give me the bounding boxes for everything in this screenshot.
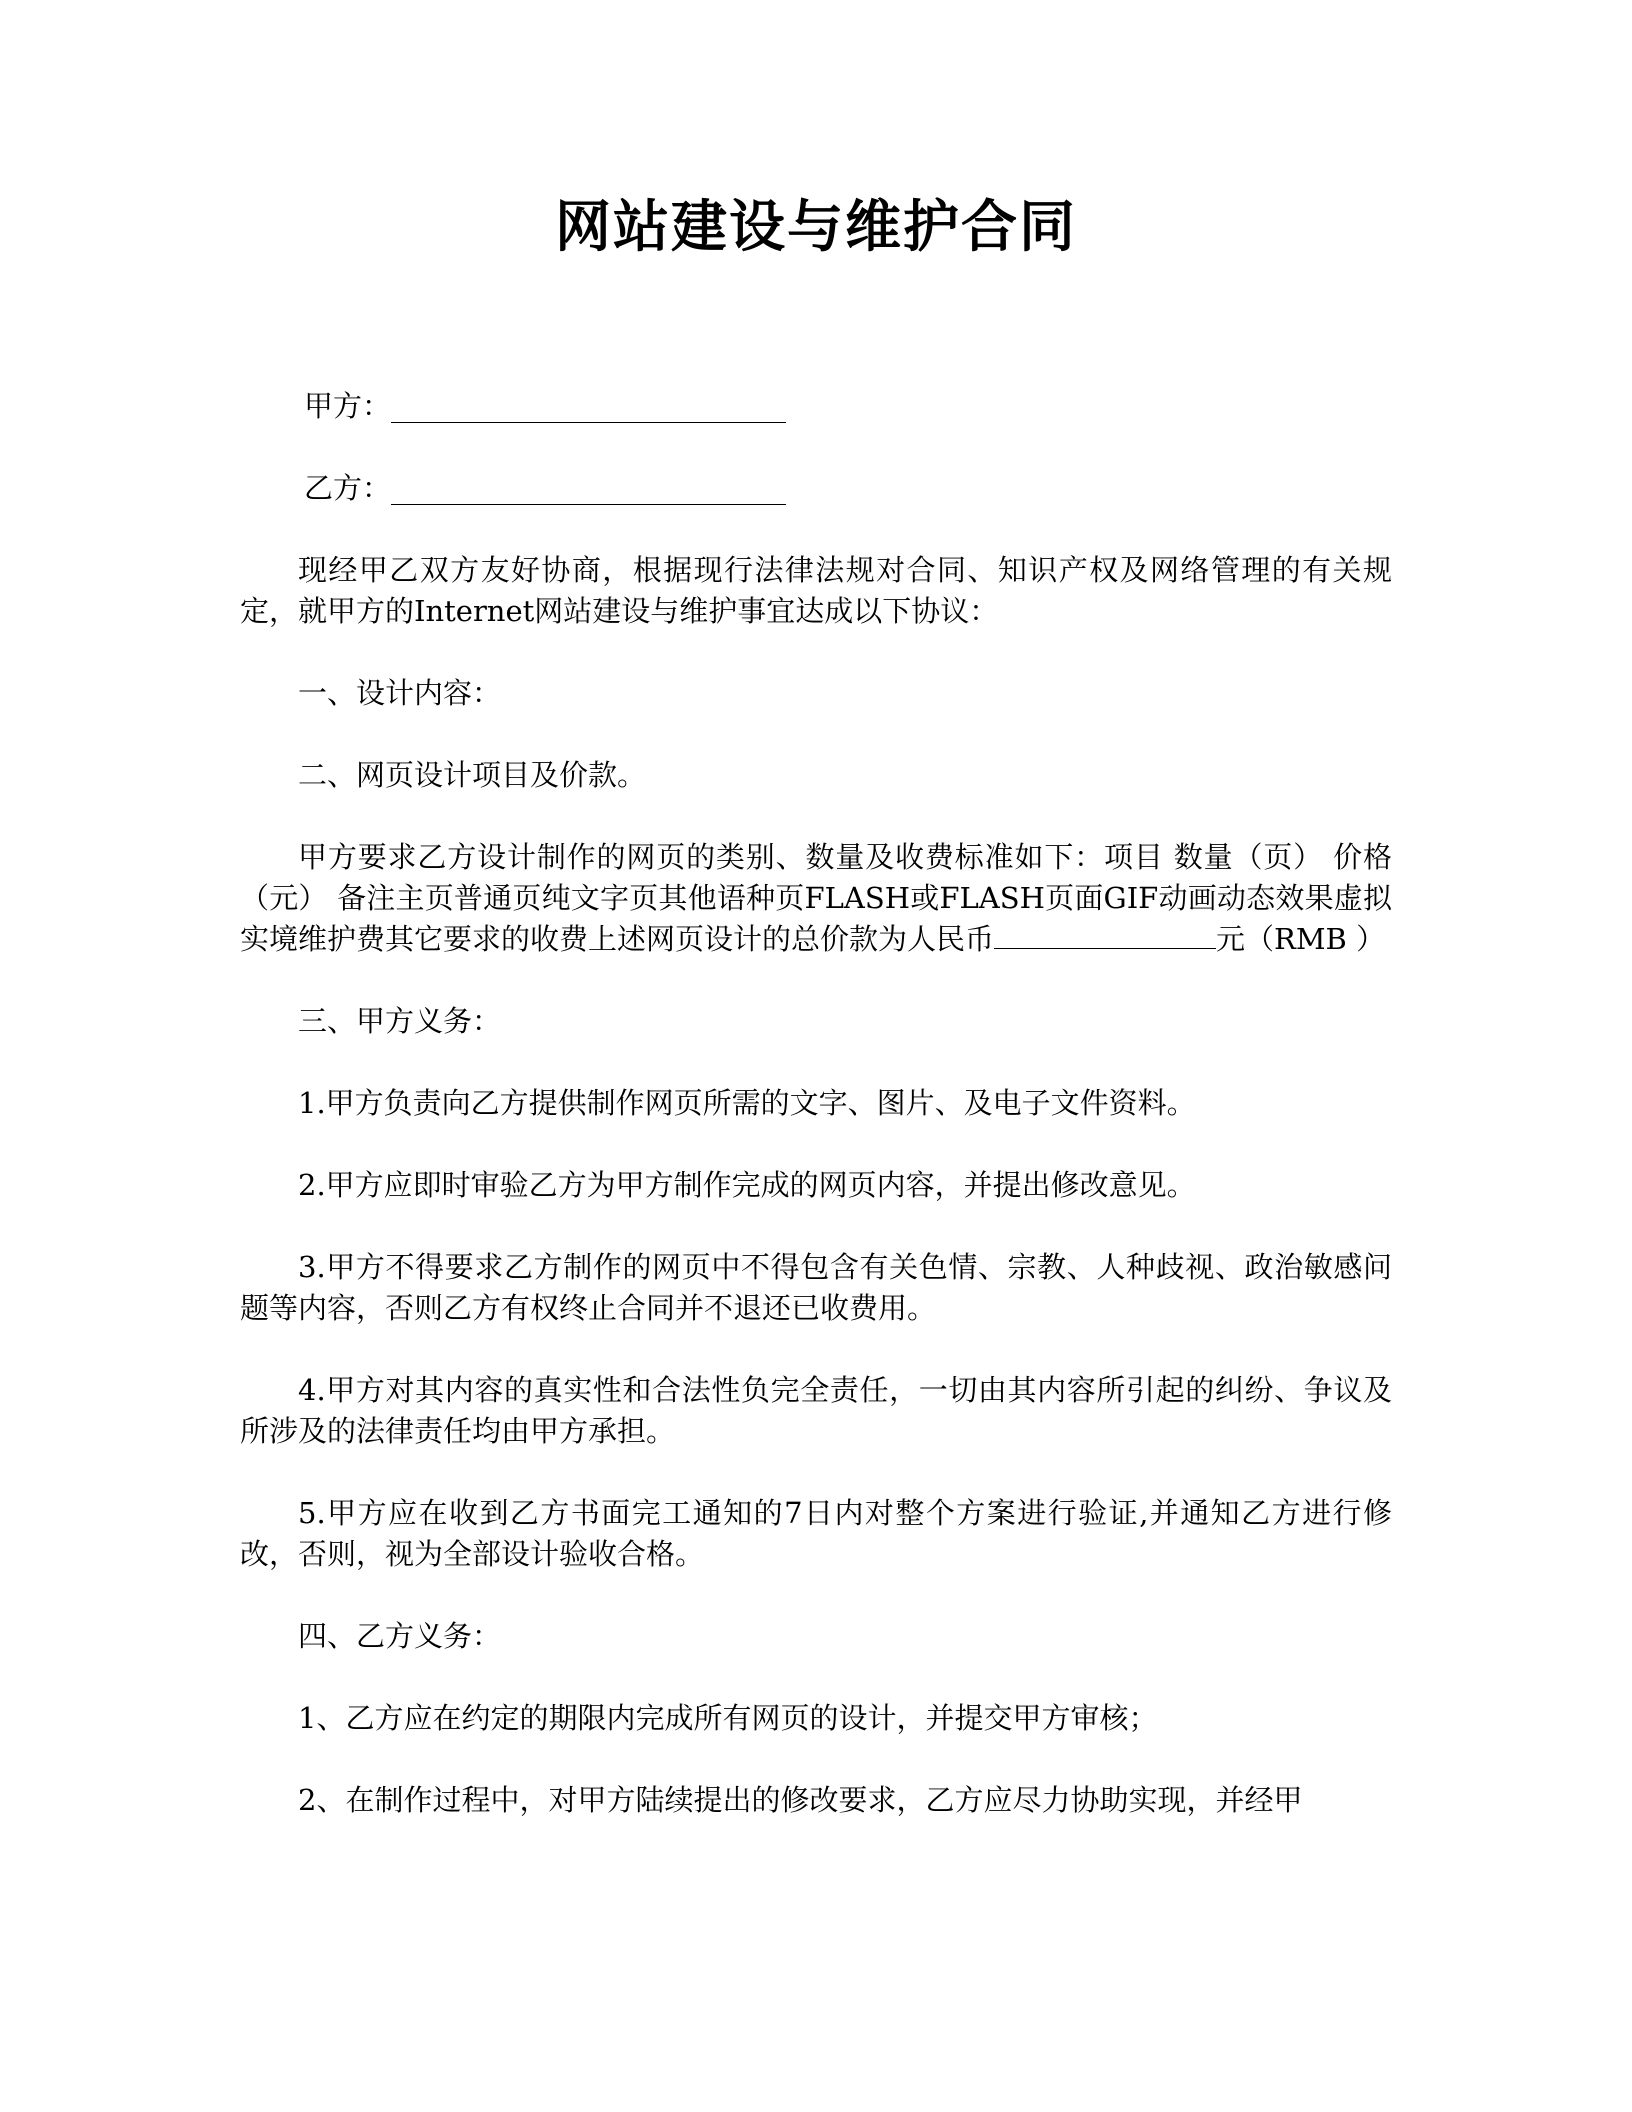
pricing-text: 甲方要求乙方设计制作的网页的类别、数量及收费标准如下：项目 数量（页） 价格（元） 备注主页普通页纯文字页其他语种页FLASH或FLASH页面GIF动画动态效果虚拟实境维护费其它要求的收费上述网页设计的总价款为人民币 <box>240 840 1392 956</box>
section-2-heading: 二、网页设计项目及价款。 <box>298 758 647 792</box>
party-b-label: 乙方： <box>304 471 392 505</box>
section-1-heading: 一、设计内容： <box>298 676 502 710</box>
party-a-duty-1: 1.甲方负责向乙方提供制作网页所需的文字、图片、及电子文件资料。 <box>298 1086 1196 1120</box>
pricing-tail: 元（RMB ） <box>1216 922 1386 956</box>
pricing-paragraph <box>240 837 1392 960</box>
intro-paragraph: 现经甲乙双方友好协商，根据现行法律法规对合同、知识产权及网络管理的有关规定，就甲方的Internet网站建设与维护事宜达成以下协议： <box>240 553 1392 628</box>
party-a-label: 甲方： <box>304 389 392 423</box>
party-a-duty-2: 2.甲方应即时审验乙方为甲方制作完成的网页内容，并提出修改意见。 <box>298 1168 1196 1202</box>
party-b-duty-1: 1、乙方应在约定的期限内完成所有网页的设计，并提交甲方审核； <box>298 1701 1158 1735</box>
party-a-duty-4: 4.甲方对其内容的真实性和合法性负完全责任，一切由其内容所引起的纠纷、争议及所涉及的法律责任均由甲方承担。 <box>240 1373 1392 1448</box>
party-a-duty-3: 3.甲方不得要求乙方制作的网页中不得包含有关色情、宗教、人种歧视、政治敏感问题等内容，否则乙方有权终止合同并不退还已收费用。 <box>240 1250 1392 1325</box>
section-4-heading: 四、乙方义务： <box>298 1619 502 1653</box>
party-a-row <box>240 386 1392 427</box>
document-body <box>240 386 1392 1862</box>
section-3-heading: 三、甲方义务： <box>298 1004 502 1038</box>
party-b-row <box>240 468 1392 509</box>
page-title: 网站建设与维护合同 <box>555 195 1077 260</box>
party-a-blank <box>391 394 786 423</box>
party-b-blank <box>391 476 786 505</box>
party-b-duty-2: 2、在制作过程中，对甲方陆续提出的修改要求，乙方应尽力协助实现，并经甲 <box>298 1783 1303 1817</box>
party-a-duty-5: 5.甲方应在收到乙方书面完工通知的7日内对整个方案进行验证,并通知乙方进行修改，否则，视为全部设计验收合格。 <box>240 1496 1392 1571</box>
price-blank <box>994 920 1216 949</box>
